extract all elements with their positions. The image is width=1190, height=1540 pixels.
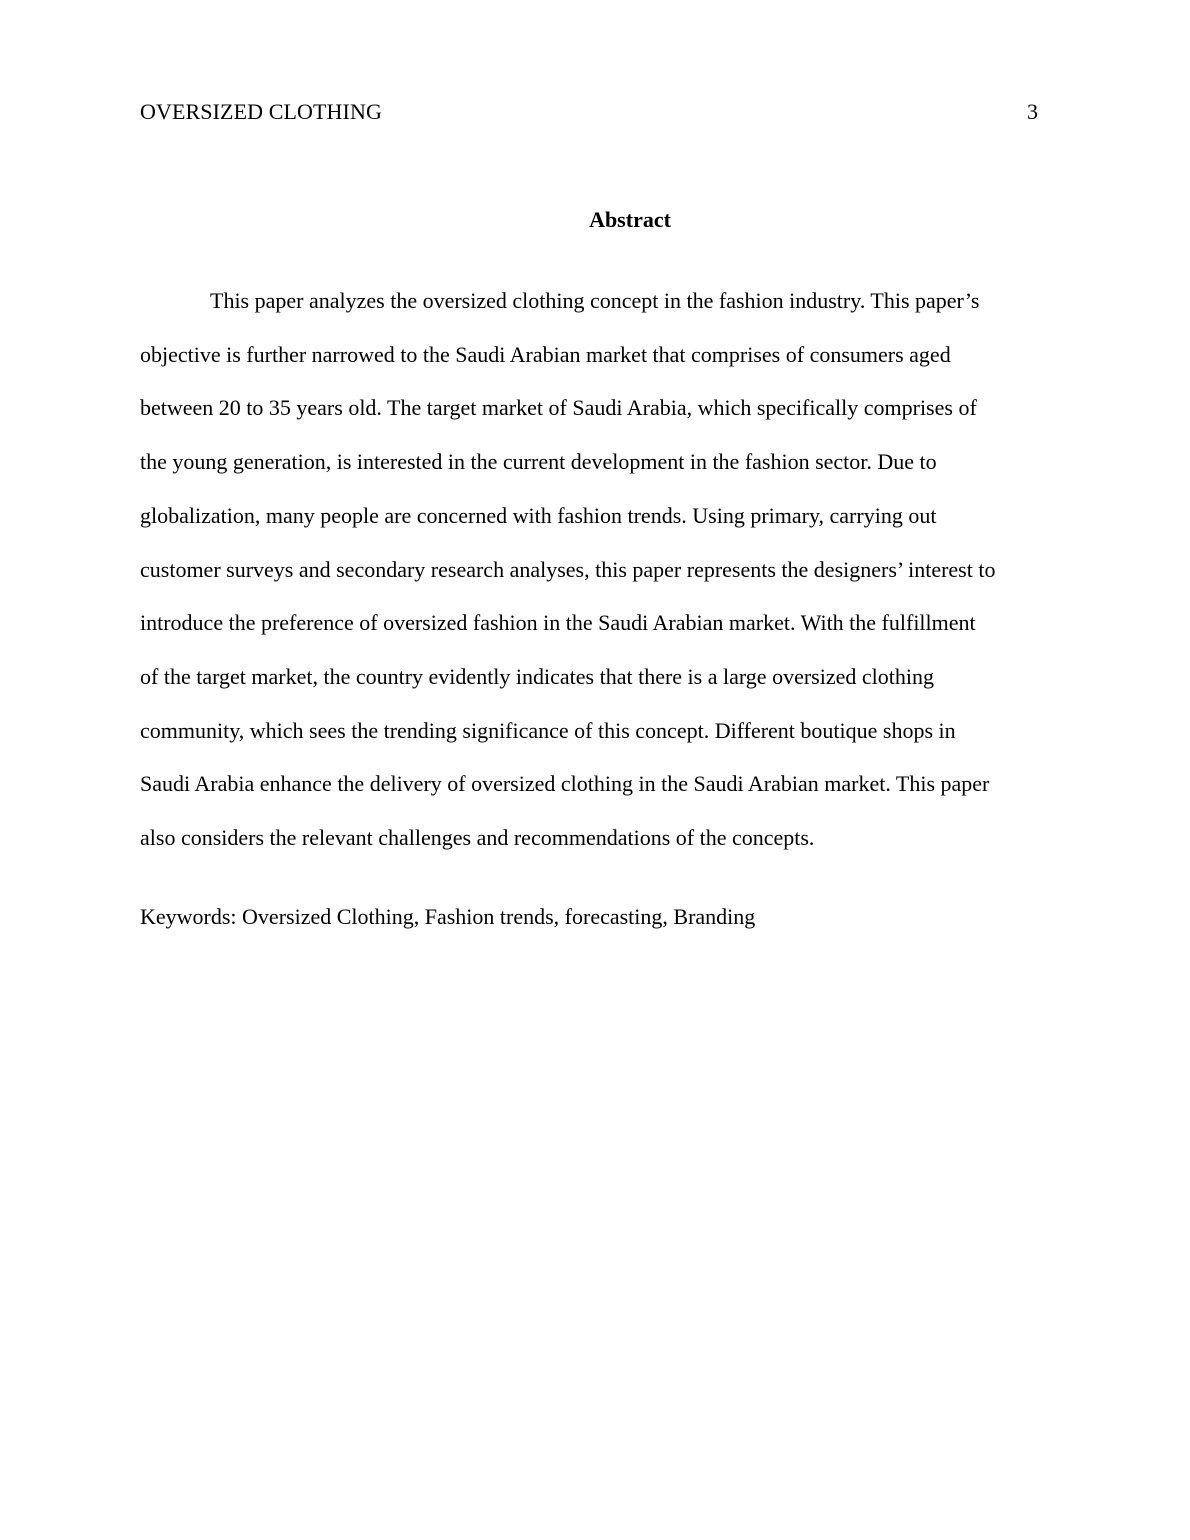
keywords-line: Keywords: Oversized Clothing, Fashion trends, forecasting, Branding — [140, 904, 756, 929]
abstract-line: globalization, many people are concerned with fashion trends. Using primary, carrying out — [140, 502, 937, 528]
abstract-heading: Abstract — [589, 207, 671, 232]
abstract-line: community, which sees the trending significance of this concept. Different boutique shops in — [140, 717, 956, 743]
abstract-line: of the target market, the country evidently indicates that there is a large oversized clothing — [140, 663, 934, 689]
abstract-line: between 20 to 35 years old. The target market of Saudi Arabia, which specifically comprises of — [140, 395, 977, 421]
abstract-line: objective is further narrowed to the Saudi Arabian market that comprises of consumers aged — [140, 341, 951, 367]
abstract-paragraph — [140, 274, 1052, 865]
abstract-line: customer surveys and secondary research analyses, this paper represents the designers’ interest to — [140, 556, 996, 582]
abstract-line: introduce the preference of oversized fashion in the Saudi Arabian market. With the fulfillment — [140, 610, 976, 636]
abstract-line: also considers the relevant challenges and recommendations of the concepts. — [140, 825, 815, 851]
abstract-line: This paper analyzes the oversized clothing concept in the fashion industry. This paper’s — [210, 288, 980, 313]
running-head: OVERSIZED CLOTHING — [140, 99, 382, 124]
abstract-line: Saudi Arabia enhance the delivery of oversized clothing in the Saudi Arabian market. This paper — [140, 771, 990, 797]
page-number: 3 — [1027, 99, 1038, 124]
abstract-line: the young generation, is interested in the current development in the fashion sector. Due to — [140, 449, 937, 475]
